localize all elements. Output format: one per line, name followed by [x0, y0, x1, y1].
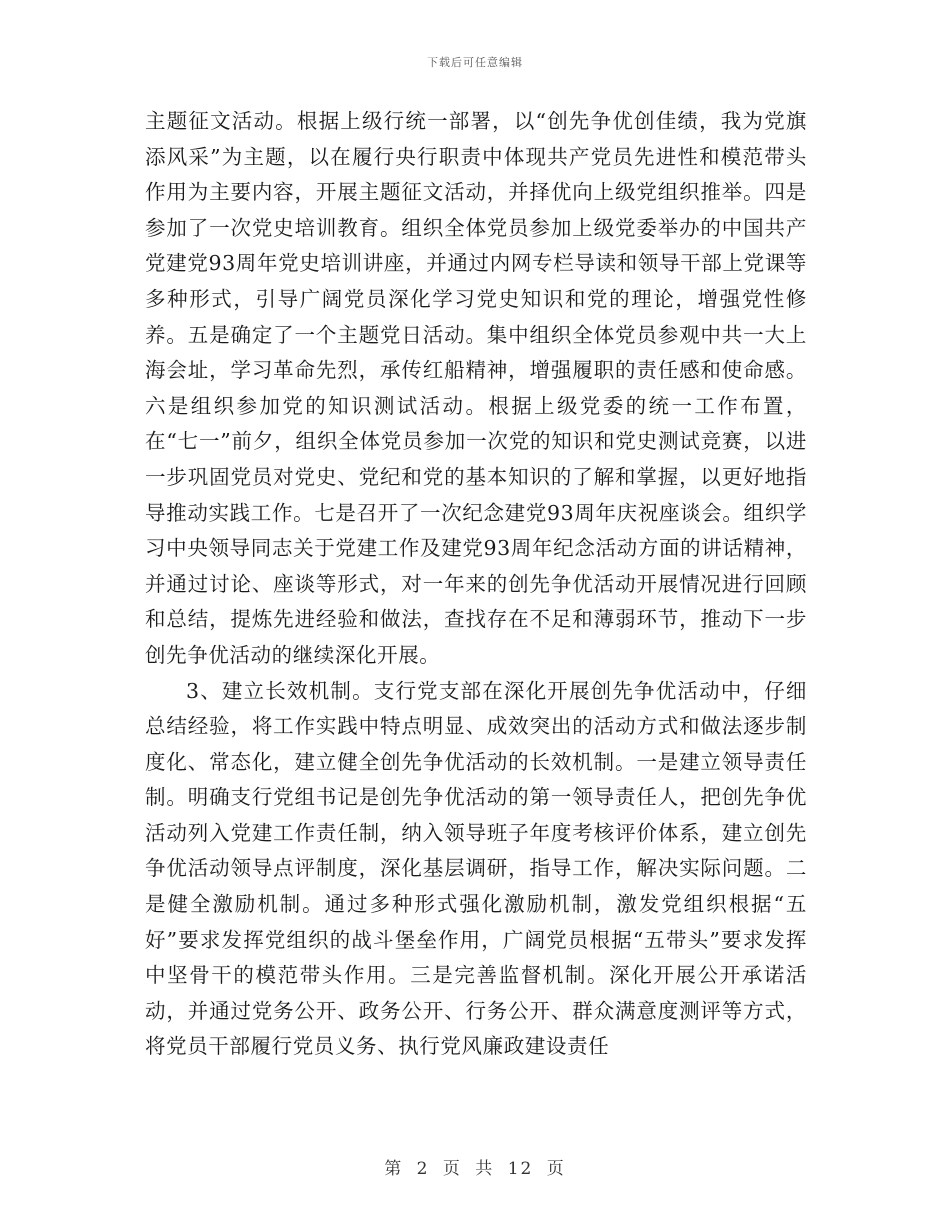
document-body	[145, 104, 807, 1065]
body-paragraph: 主题征文活动。根据上级行统一部署，以“创先争优创佳绩，我为党旗添风采”为主题，以在履行央行职责中体现共产党员先进性和模范带头作用为主要内容，开展主题征文活动，并择优向上级党组织推举。四是参加了一次党史培训教育。组织全体党员参加上级党委举办的中国共产党建党93周年党史培训讲座，并通过内网专栏导读和领导干部上党课等多种形式，引导广阔党员深化学习党史知识和党的理论，增强党性修养。五是确定了一个主题党日活动。集中组织全体党员参观中共一大上海会址，学习革命先烈，承传红船精神，增强履职的责任感和使命感。六是组织参加党的知识测试活动。根据上级党委的统一工作布置，在“七一”前夕，组织全体党员参加一次党的知识和党史测试竞赛，以进一步巩固党员对党史、党纪和党的基本知识的了解和掌握，以更好地指导推动实践工作。七是召开了一次纪念建党93周年庆祝座谈会。组织学习中央领导同志关于党建工作及建党93周年纪念活动方面的讲话精神，并通过讨论、座谈等形式，对一年来的创先争优活动开展情况进行回顾和总结，提炼先进经验和做法，查找存在不足和薄弱环节，推动下一步创先争优活动的继续深化开展。	[145, 109, 807, 667]
page-header-note: 下载后可任意编辑	[427, 56, 523, 69]
page-number: 第 2 页 共 12 页	[384, 1159, 566, 1179]
body-paragraph: 3、建立长效机制。支行党支部在深化开展创先争优活动中，仔细总结经验，将工作实践中特点明显、成效突出的活动方式和做法逐步制度化、常态化，建立健全创先争优活动的长效机制。一是建立领导责任制。明确支行党组书记是创先争优活动的第一领导责任人，把创先争优活动列入党建工作责任制，纳入领导班子年度考核评价体系，建立创先争优活动领导点评制度，深化基层调研，指导工作，解决实际问题。二是健全激励机制。通过多种形式强化激励机制，激发党组织根据“五好”要求发挥党组织的战斗堡垒作用，广阔党员根据“五带头”要求发挥中坚骨干的模范带头作用。三是完善监督机制。深化开展公开承诺活动，并通过党务公开、政务公开、行务公开、群众满意度测评等方式，将党员干部履行党员义务、执行党风廉政建设责任	[145, 678, 807, 1059]
